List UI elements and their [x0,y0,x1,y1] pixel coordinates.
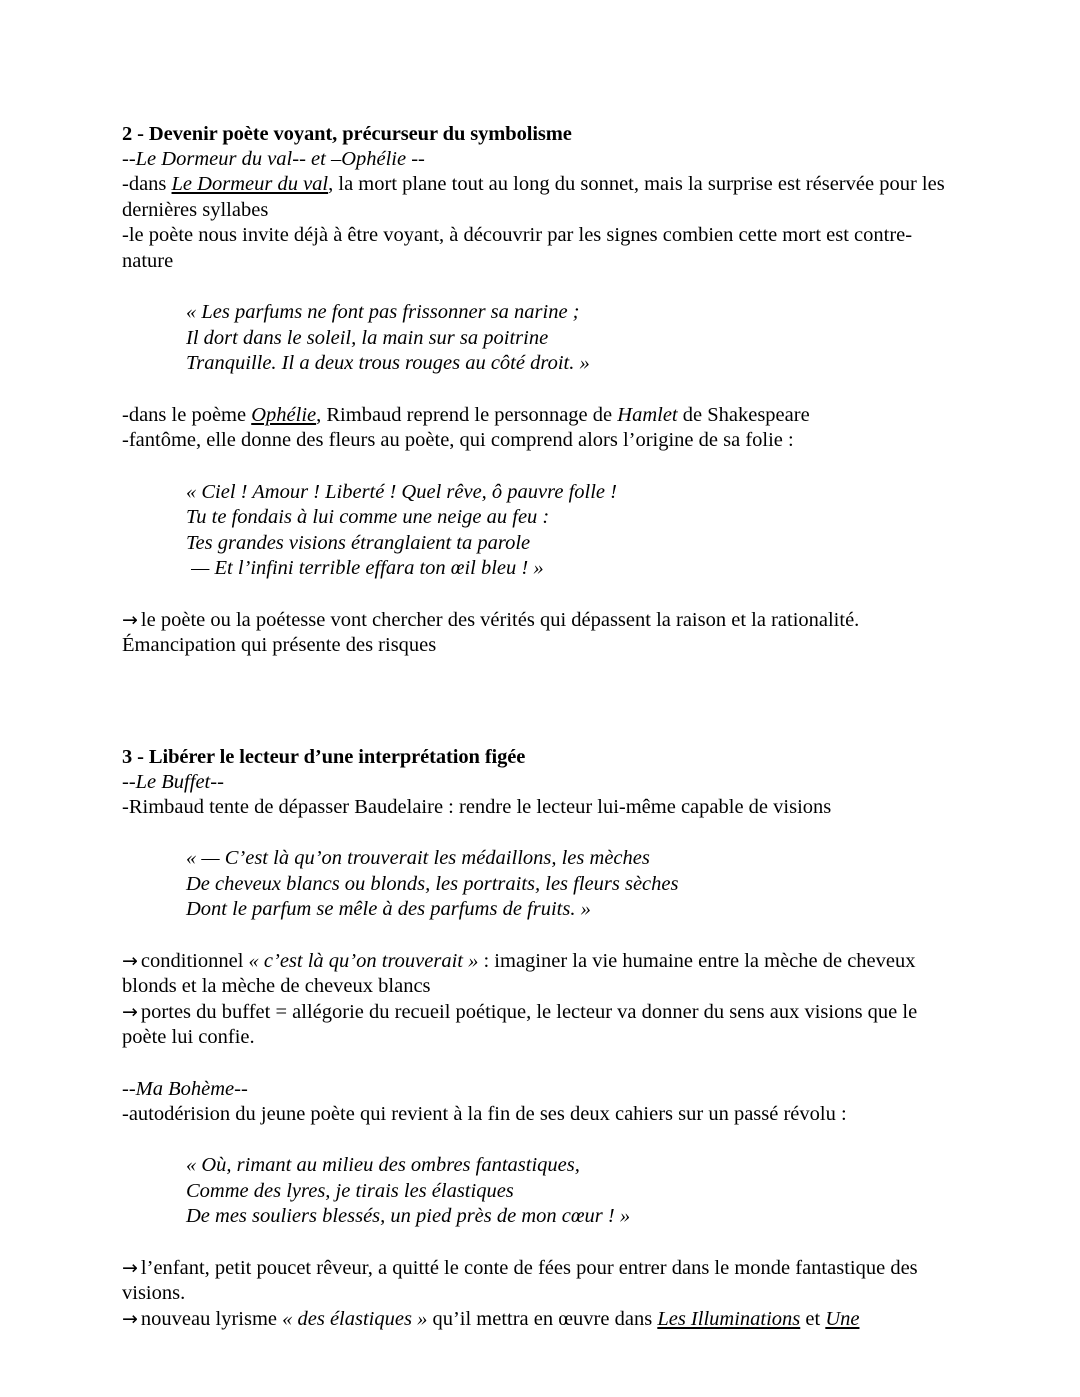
section-3-paragraph-1: -Rimbaud tente de dépasser Baudelaire : rendre le lecteur lui-même capable de visions [122,795,832,818]
section-3-heading: 3 - Libérer le lecteur d’une interprétation figée [122,745,526,768]
quote-line: Tu te fondais à lui comme une neige au feu : [186,506,550,528]
subtitle-suffix: -- [406,148,425,170]
bullet-text-middle: qu’il mettra en œuvre dans [427,1307,658,1330]
spacer [122,582,952,608]
conclusion-text: le poète ou la poétesse vont chercher des vérités qui dépassent la raison et la rationalité. Émancipation qui présente des risques [122,608,860,656]
bullet-conjunction: et [800,1307,826,1330]
spacer [122,1127,952,1153]
para-text-middle: , Rimbaud reprend le personnage de [316,403,618,426]
para-text-after: , la mort plane tout au long du sonnet, mais la surprise est réservée pour les dernières syllabes [122,173,945,221]
spacer [122,1230,952,1256]
bullet-text-before: nouveau lyrisme [140,1307,283,1330]
subtitle-middle: -- et [292,148,331,170]
spacer [122,820,952,846]
bullet-text: l’enfant, petit poucet rêveur, a quitté le conte de fées pour entrer dans le monde fantastique des visions. [122,1256,918,1304]
quote-line: « Les parfums ne font pas frissonner sa narine ; [186,301,580,323]
right-arrow-icon: → [122,949,138,972]
section-3-subtitle-ma-boheme: --Ma Bohème-- [122,1077,248,1100]
quote-line: Tranquille. Il a deux trous rouges au côté droit. » [186,352,590,374]
section-3-paragraph-2: -autodérision du jeune poète qui revient à la fin de ses deux cahiers sur un passé révolu : [122,1102,847,1125]
section-3-bullet-4 [122,1307,952,1333]
section-3-bullet-1 [122,949,952,1000]
quote-line: Il dort dans le soleil, la main sur sa poitrine [186,326,549,349]
document-body [122,122,952,1332]
quote-ma-boheme [122,1153,952,1230]
quote-line: Dont le parfum se mêle à des parfums de fruits. » [186,898,591,920]
quote-le-dormeur-du-val [122,300,952,377]
para-text-before: -dans le poème [122,403,252,426]
spacer [122,923,952,949]
work-title-les-illuminations: Les Illuminations [657,1307,801,1330]
section-2-paragraph-3 [122,403,952,429]
quote-line: — Et l’infini terrible effara ton œil bleu ! » [186,557,544,579]
para-text-before: -dans [122,173,172,195]
quote-line: « Ciel ! Amour ! Liberté ! Quel rêve, ô pauvre folle ! [186,480,617,503]
inline-quotation: « des élastiques » [282,1307,428,1330]
bullet-text: portes du buffet = allégorie du recueil poétique, le lecteur va donner du sens aux visions que le poète lui confie. [122,1000,918,1048]
section-2-paragraph-1 [122,172,952,223]
work-title-une: Une [825,1307,860,1330]
section-2-heading: 2 - Devenir poète voyant, précurseur du symbolisme [122,123,572,145]
quote-line: Tes grandes visions étranglaient ta parole [186,531,531,554]
quote-line: De mes souliers blessés, un pied près de mon cœur ! » [186,1205,631,1227]
section-spacer [122,659,952,745]
section-2-conclusion [122,608,952,659]
section-3-bullet-3 [122,1256,952,1307]
right-arrow-icon: → [122,1307,138,1330]
right-arrow-icon: → [122,1256,138,1279]
section-3-subtitle-le-buffet: --Le Buffet-- [122,770,224,793]
quote-line: « Où, rimant au milieu des ombres fantastiques, [186,1154,580,1176]
quote-le-buffet [122,846,952,923]
para-text-after: de Shakespeare [677,403,810,426]
quote-line: « — C’est là qu’on trouverait les médaillons, les mèches [186,847,650,869]
right-arrow-icon: → [122,1000,138,1023]
bullet-text-after: : imaginer la vie humaine entre la mèche de cheveux blonds et la mèche de cheveux blancs [122,949,916,997]
poem-title-ophelie: Ophélie [251,403,317,426]
section-2-paragraph-2: -le poète nous invite déjà à être voyant, à découvrir par les signes combien cette mort est contre-nature [122,224,913,272]
spacer [122,274,952,300]
section-2-subtitle [122,147,952,172]
right-arrow-icon: → [122,608,138,631]
subtitle-poem-title-1: Le Dormeur du val [135,148,293,170]
subtitle-prefix: -- [122,148,136,170]
quote-line: Comme des lyres, je tirais les élastiques [186,1179,514,1202]
section-3-bullet-2 [122,1000,952,1051]
quote-ophelie [122,480,952,582]
bullet-text-before: conditionnel [140,949,249,972]
inline-quotation: « c’est là qu’on trouverait » [248,949,479,972]
quote-line: De cheveux blancs ou blonds, les portraits, les fleurs sèches [186,872,679,895]
spacer [122,1051,952,1077]
spacer [122,377,952,403]
subtitle-poem-title-2: –Ophélie [330,148,407,170]
poem-title-le-dormeur-du-val: Le Dormeur du val [171,173,329,195]
work-title-hamlet: Hamlet [617,403,678,426]
section-2-paragraph-4: -fantôme, elle donne des fleurs au poète, qui comprend alors l’origine de sa folie : [122,429,794,451]
spacer [122,454,952,480]
